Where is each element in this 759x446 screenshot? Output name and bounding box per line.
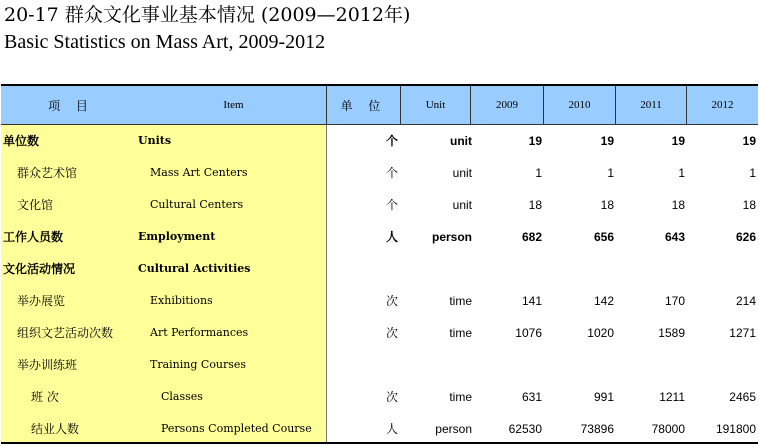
row-label-cn: 文化馆 — [17, 198, 54, 212]
row-label-cn: 单位数 — [3, 134, 40, 148]
table-row — [1, 189, 758, 221]
row-value-2010: 18 — [600, 198, 614, 212]
row-value-2009: 682 — [521, 230, 542, 244]
page-title-chinese: 20-17 群众文化事业基本情况 (2009—2012年) — [4, 4, 411, 26]
row-value-2012: 19 — [742, 134, 756, 148]
header-unit-cn: 单 位 — [340, 98, 387, 113]
table-header — [1, 86, 758, 125]
row-unit-cn: 人 — [385, 230, 398, 244]
header-unit-en: Unit — [327, 86, 471, 124]
row-unit-en: time — [449, 326, 472, 340]
header-year-2010: 2010 — [544, 86, 616, 124]
row-label-en: Mass Art Centers — [150, 166, 248, 179]
row-value-2009: 62530 — [508, 422, 542, 436]
row-value-2011: 1211 — [659, 390, 685, 404]
row-value-2010: 656 — [593, 230, 614, 244]
header-item-en: Item — [141, 86, 327, 124]
row-label-en: Art Performances — [150, 326, 249, 339]
row-value-2009 — [472, 253, 542, 285]
row-value-2011: 643 — [664, 230, 685, 244]
row-label-cn: 班 次 — [31, 390, 59, 404]
table-row — [1, 317, 758, 349]
row-unit-cn: 个 — [385, 166, 398, 180]
row-label-en: Units — [138, 134, 172, 147]
row-unit-cn: 次 — [385, 294, 398, 308]
row-value-2012: 1271 — [729, 326, 756, 340]
row-value-2012 — [686, 349, 756, 381]
row-value-2010: 1020 — [587, 326, 614, 340]
table-row — [1, 381, 758, 413]
row-unit-cn: 次 — [385, 326, 398, 340]
row-value-2010: 142 — [593, 294, 614, 308]
row-value-2011: 18 — [671, 198, 685, 212]
table-row — [1, 349, 758, 381]
row-unit-cn: 次 — [385, 390, 398, 404]
table-row — [1, 285, 758, 317]
row-label-en: Cultural Centers — [150, 198, 244, 211]
row-label-cn: 举办展览 — [17, 294, 66, 308]
row-unit-en — [402, 349, 472, 381]
header-unit-divider — [400, 86, 401, 124]
row-value-2010: 991 — [593, 390, 614, 404]
table-row — [1, 253, 758, 285]
row-unit-en: person — [431, 230, 472, 244]
row-value-2009: 141 — [521, 294, 542, 308]
row-value-2009: 19 — [528, 134, 542, 148]
row-value-2012 — [686, 253, 756, 285]
row-unit-cn: 个 — [385, 134, 398, 148]
page-title-english: Basic Statistics on Mass Art, 2009-2012 — [4, 31, 326, 53]
row-label-en: Training Courses — [150, 358, 247, 371]
row-label-cn: 举办训练班 — [17, 358, 78, 372]
row-value-2009: 631 — [521, 390, 542, 404]
row-value-2012: 2465 — [729, 390, 756, 404]
table-row — [1, 125, 758, 157]
row-value-2011 — [615, 253, 685, 285]
row-value-2010 — [544, 349, 614, 381]
row-value-2012: 214 — [735, 294, 756, 308]
header-item-cn: 项 目 — [48, 98, 94, 113]
row-unit-en: time — [449, 294, 472, 308]
row-value-2010: 19 — [600, 134, 614, 148]
row-label-cn: 文化活动情况 — [3, 262, 76, 276]
table-bottom-rule — [1, 442, 758, 444]
row-unit-cn: 人 — [385, 422, 398, 436]
row-unit-en: time — [449, 390, 472, 404]
row-value-2010: 1 — [607, 166, 614, 180]
row-label-cn: 工作人员数 — [3, 230, 64, 244]
row-value-2011: 1589 — [658, 326, 685, 340]
row-value-2012: 18 — [742, 198, 756, 212]
row-label-en: Cultural Activities — [138, 262, 251, 275]
row-label-cn: 结业人数 — [31, 422, 80, 436]
header-year-2009: 2009 — [471, 86, 544, 124]
row-label-cn: 群众艺术馆 — [17, 166, 78, 180]
row-value-2010 — [544, 253, 614, 285]
row-label-en: Classes — [161, 390, 203, 403]
row-label-en: Exhibitions — [150, 294, 213, 307]
row-unit-en — [402, 253, 472, 285]
row-value-2011: 170 — [664, 294, 685, 308]
row-value-2011 — [615, 349, 685, 381]
row-label-cn: 组织文艺活动次数 — [17, 326, 114, 340]
row-value-2011: 19 — [671, 134, 685, 148]
row-unit-en: unit — [452, 166, 472, 180]
row-value-2009 — [472, 349, 542, 381]
row-unit-cn: 个 — [385, 198, 398, 212]
row-value-2011: 78000 — [651, 422, 685, 436]
header-year-2011: 2011 — [616, 86, 687, 124]
statistics-table — [1, 84, 758, 446]
row-value-2009: 1 — [535, 166, 542, 180]
row-value-2009: 1076 — [515, 326, 542, 340]
row-label-en: Employment — [138, 230, 216, 243]
row-value-2010: 73896 — [580, 422, 614, 436]
row-unit-en: unit — [452, 198, 472, 212]
row-value-2009: 18 — [528, 198, 542, 212]
row-value-2012: 191800 — [715, 422, 756, 436]
row-unit-en: person — [435, 422, 472, 436]
table-row — [1, 157, 758, 189]
table-row — [1, 413, 758, 445]
header-year-2012: 2012 — [711, 99, 734, 111]
row-value-2012: 626 — [735, 230, 756, 244]
row-unit-en: unit — [450, 134, 472, 148]
row-label-en: Persons Completed Course — [161, 422, 312, 435]
row-value-2012: 1 — [749, 166, 756, 180]
row-value-2011: 1 — [678, 166, 685, 180]
table-row — [1, 221, 758, 253]
